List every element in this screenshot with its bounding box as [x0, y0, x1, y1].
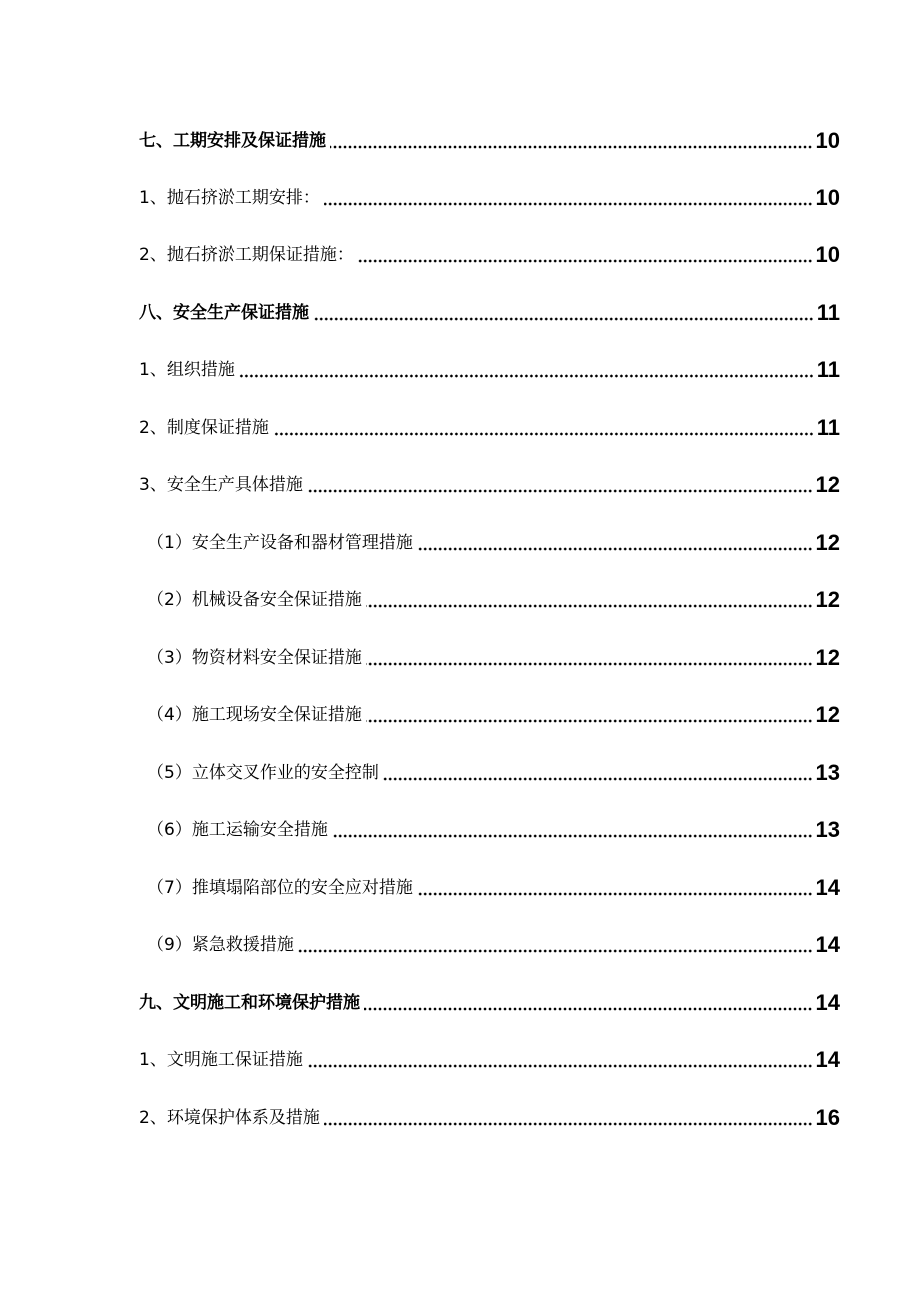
dot-leader	[364, 1006, 813, 1012]
toc-entry-8-3-2[interactable]	[147, 578, 840, 612]
toc-entry-title: 2、制度保证措施	[139, 418, 269, 438]
dot-leader	[332, 833, 813, 839]
dot-leader	[417, 546, 813, 552]
toc-entry-section-8[interactable]	[139, 291, 840, 325]
dot-leader	[313, 316, 814, 322]
toc-entry-8-3-7[interactable]	[147, 866, 840, 900]
toc-entry-8-3[interactable]	[139, 463, 840, 497]
toc-page-number: 13	[815, 817, 840, 842]
toc-entry-title: 2、抛石挤淤工期保证措施：	[139, 245, 354, 265]
toc-entry-8-3-1[interactable]	[147, 521, 840, 555]
toc-entry-title: 八、安全生产保证措施	[139, 303, 309, 323]
dot-leader	[366, 718, 813, 724]
dot-leader	[298, 948, 813, 954]
toc-page-number: 12	[815, 587, 840, 612]
toc-entry-title: （4）施工现场安全保证措施	[147, 705, 362, 725]
toc-page-number: 11	[816, 357, 840, 382]
dot-leader	[324, 1121, 813, 1127]
toc-entry-title: 九、文明施工和环境保护措施	[139, 993, 360, 1013]
toc-entry-title: 1、组织措施	[139, 360, 235, 380]
toc-page-number: 10	[815, 242, 840, 267]
toc-entry-9-2[interactable]	[139, 1096, 840, 1130]
toc-entry-title: 2、环境保护体系及措施	[139, 1108, 320, 1128]
dot-leader	[307, 1063, 813, 1069]
toc-page-number: 10	[815, 185, 840, 210]
toc-entry-9-1[interactable]	[139, 1038, 840, 1072]
toc-page-number: 12	[815, 702, 840, 727]
dot-leader	[324, 201, 813, 207]
toc-entry-8-3-4[interactable]	[147, 693, 840, 727]
dot-leader	[239, 373, 814, 379]
toc-page-number: 10	[815, 128, 840, 153]
toc-entry-8-1[interactable]	[139, 348, 840, 382]
toc-entry-title: （7）推填塌陷部位的安全应对措施	[147, 878, 413, 898]
dot-leader	[417, 891, 813, 897]
toc-page-number: 12	[815, 472, 840, 497]
dot-leader	[366, 661, 813, 667]
toc-entry-8-3-9[interactable]	[147, 923, 840, 957]
toc-page-number: 14	[815, 932, 840, 957]
toc-entry-title: （1）安全生产设备和器材管理措施	[147, 533, 413, 553]
toc-entry-title: 1、文明施工保证措施	[139, 1050, 303, 1070]
toc-entry-title: （2）机械设备安全保证措施	[147, 590, 362, 610]
dot-leader	[273, 431, 814, 437]
toc-page-number: 14	[815, 990, 840, 1015]
toc-entry-7-2[interactable]	[139, 233, 840, 267]
toc-page-number: 14	[815, 875, 840, 900]
dot-leader	[307, 488, 813, 494]
dot-leader	[330, 144, 813, 150]
toc-entry-8-2[interactable]	[139, 406, 840, 440]
toc-entry-title: （3）物资材料安全保证措施	[147, 648, 362, 668]
toc-page-number: 13	[815, 760, 840, 785]
dot-leader	[383, 776, 813, 782]
toc-entry-title: （9）紧急救援措施	[147, 935, 294, 955]
toc-page-number: 14	[815, 1047, 840, 1072]
toc-entry-8-3-3[interactable]	[147, 636, 840, 670]
toc-page-number: 12	[815, 645, 840, 670]
toc-entry-8-3-6[interactable]	[147, 808, 840, 842]
toc-entry-section-9[interactable]	[139, 981, 840, 1015]
toc-page-number: 11	[816, 300, 840, 325]
toc-entry-8-3-5[interactable]	[147, 751, 840, 785]
toc-entry-title: 1、抛石挤淤工期安排：	[139, 188, 320, 208]
dot-leader	[366, 603, 813, 609]
toc-entry-title: （6）施工运输安全措施	[147, 820, 328, 840]
toc-page-number: 16	[815, 1105, 840, 1130]
toc-entry-7-1[interactable]	[139, 176, 840, 210]
toc-page-number: 11	[816, 415, 840, 440]
toc-entry-title: 3、安全生产具体措施	[139, 475, 303, 495]
toc-page-number: 12	[815, 530, 840, 555]
toc-entry-title: （5）立体交叉作业的安全控制	[147, 763, 379, 783]
toc-entry-section-7[interactable]	[139, 119, 840, 153]
toc-entry-title: 七、工期安排及保证措施	[139, 131, 326, 151]
dot-leader	[358, 258, 813, 264]
